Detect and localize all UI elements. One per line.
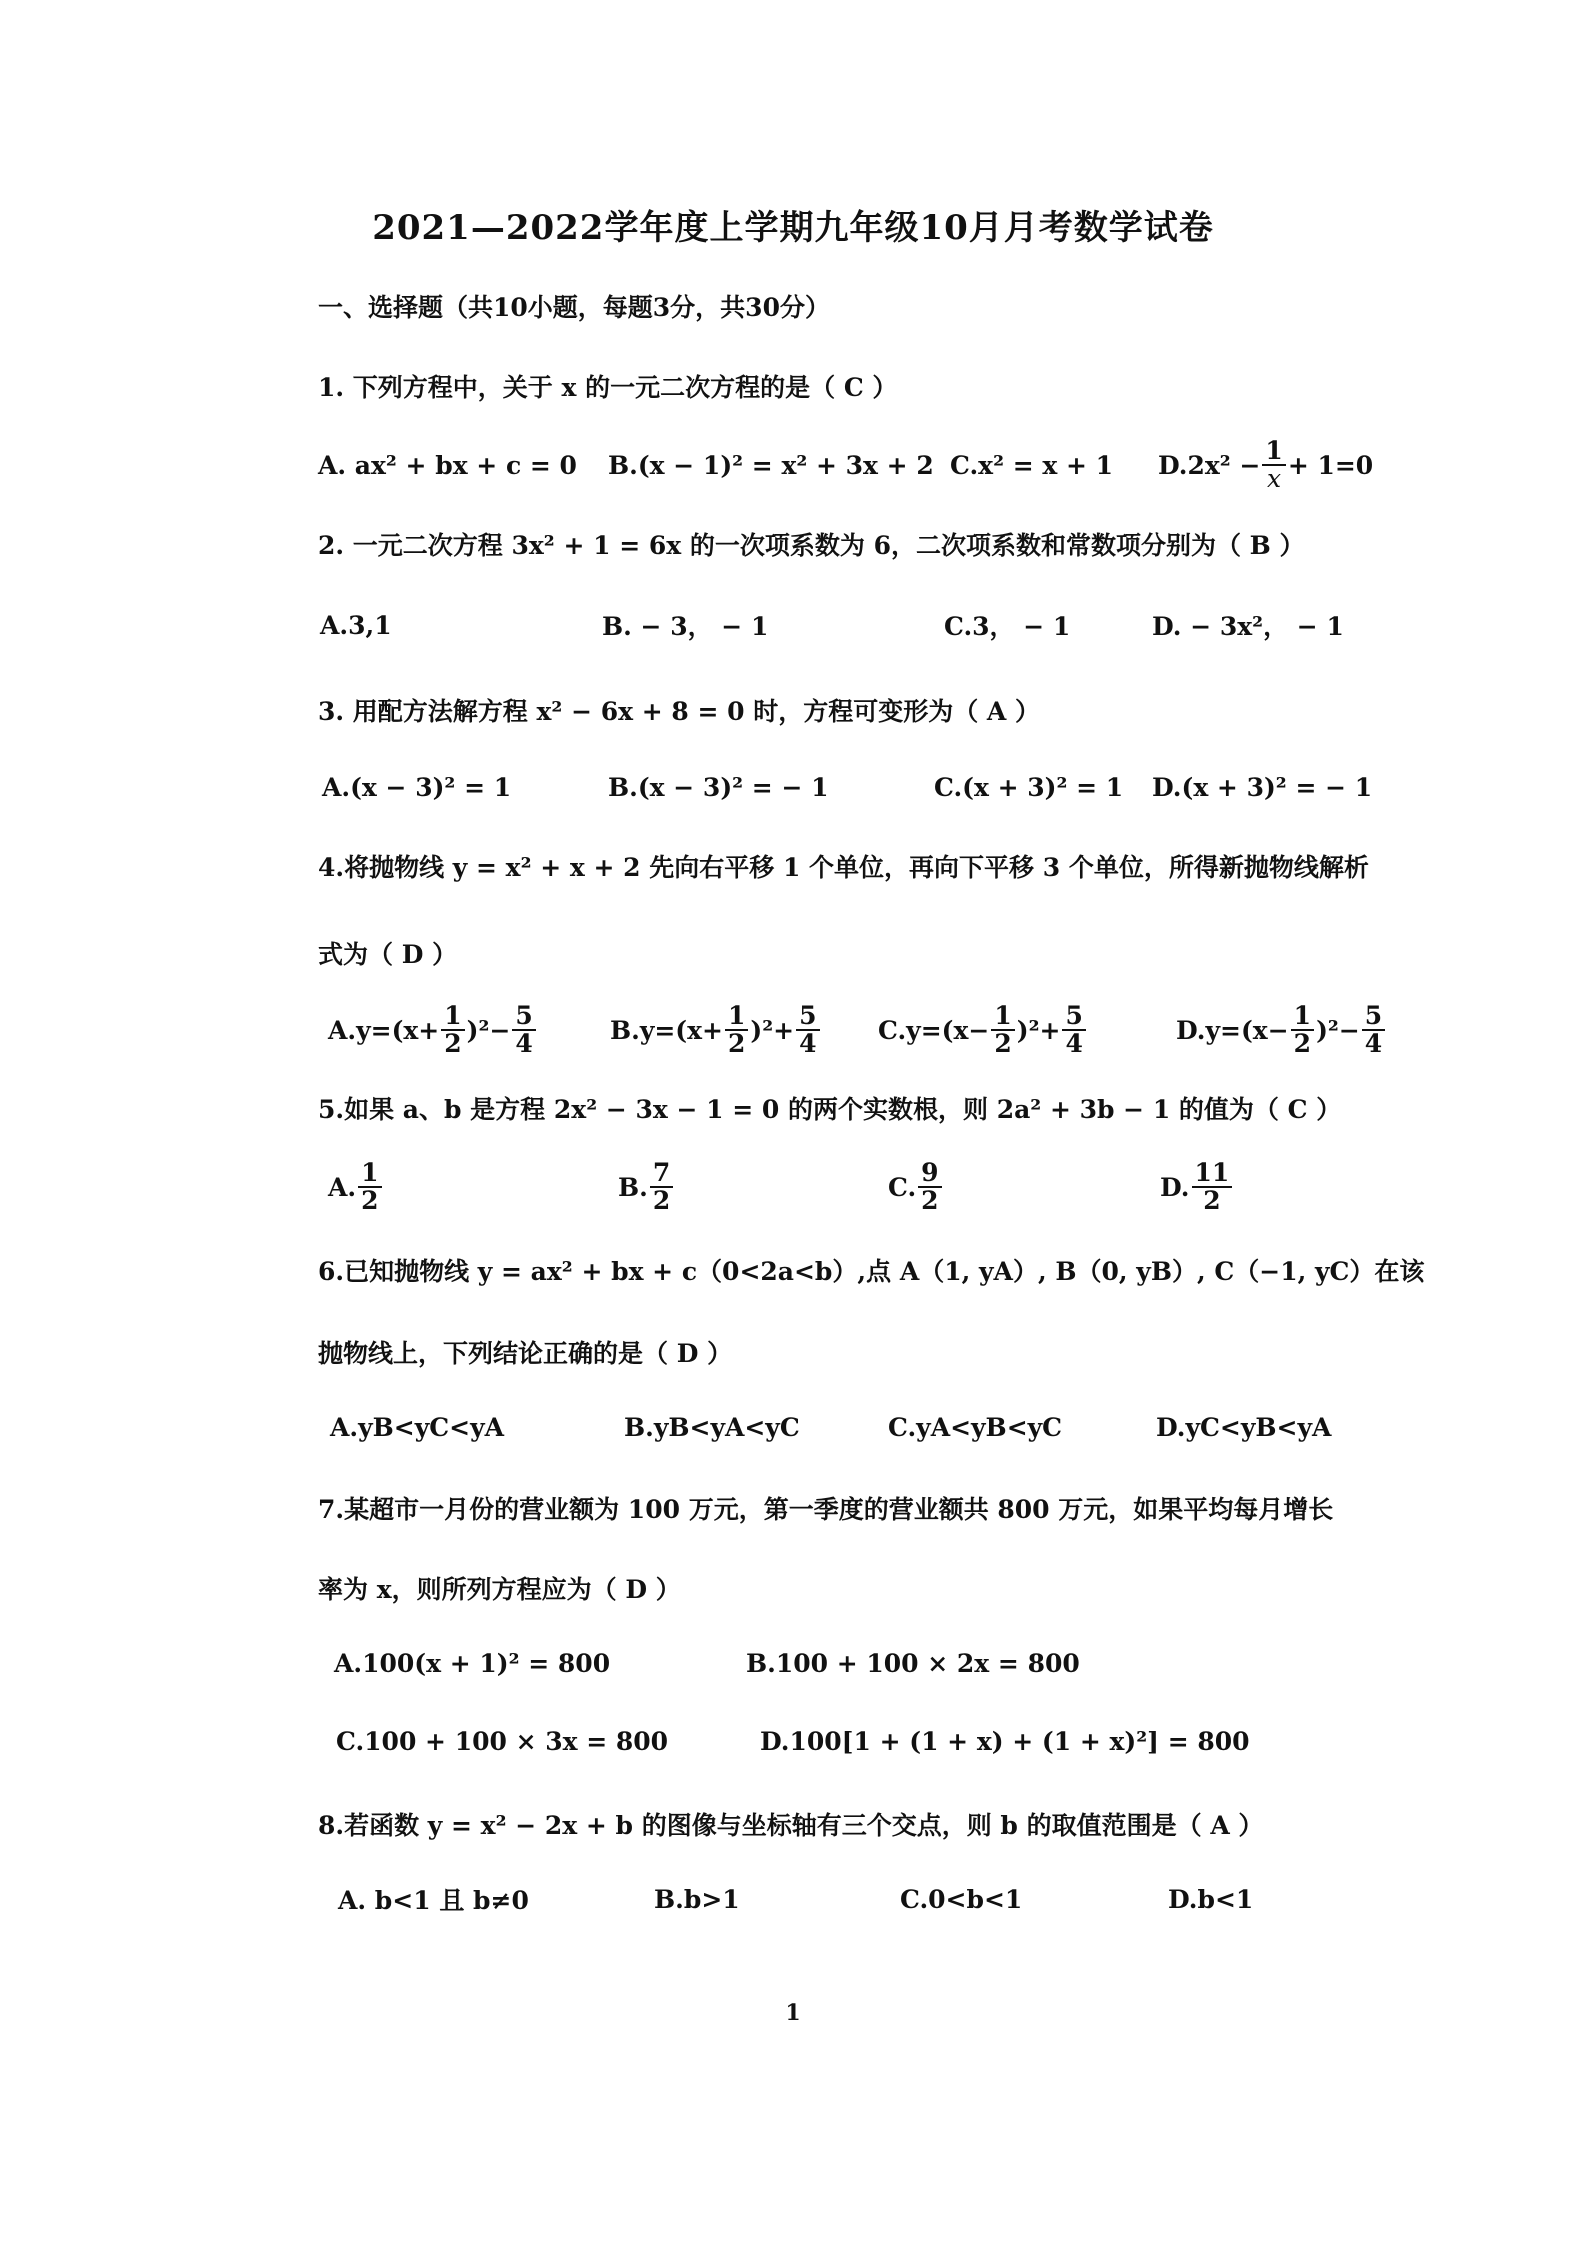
option-c: C.3， − 1	[944, 612, 1071, 641]
question-5-options	[0, 1152, 1586, 1222]
option-b: B.(x − 3)² = − 1	[608, 772, 829, 802]
question-5-stem: 5.如果 a、b 是方程 2x² − 3x − 1 = 0 的两个实数根，则 2a² + 3b − 1 的值为（ C ）	[318, 1095, 1342, 1124]
option-prefix: B.y=(x+	[610, 1015, 723, 1045]
exam-title: 2021—2022学年度上学期九年级10月月考数学试卷	[372, 208, 1214, 248]
numerator: 5	[512, 1003, 535, 1031]
question-1-stem: 1. 下列方程中，关于 x 的一元二次方程的是（ C ）	[318, 373, 898, 402]
question-7-options-row-1	[0, 1628, 1586, 1698]
denominator: 4	[515, 1029, 533, 1058]
fraction-half	[1291, 1000, 1314, 1058]
fraction-constant	[1362, 1000, 1385, 1058]
question-8-options	[0, 1864, 1586, 1934]
question-8-stem: 8.若函数 y = x² − 2x + b 的图像与坐标轴有三个交点，则 b 的取值范围是（ A ）	[318, 1811, 1264, 1840]
question-1-options	[0, 430, 1586, 500]
option-c: C.x² = x + 1	[950, 450, 1114, 480]
denominator: 4	[799, 1029, 817, 1058]
denominator: 2	[921, 1186, 939, 1215]
numerator: 1	[725, 1003, 748, 1031]
option-b: B.(x − 1)² = x² + 3x + 2	[608, 450, 934, 480]
numerator: 5	[1062, 1003, 1085, 1031]
fraction-half	[441, 1000, 464, 1058]
question-7-stem-line-1: 7.某超市一月份的营业额为 100 万元，第一季度的营业额共 800 万元，如果平均每月增长	[318, 1495, 1334, 1524]
denominator: 4	[1364, 1029, 1383, 1058]
numerator: 7	[650, 1160, 673, 1188]
numerator: 1	[358, 1160, 381, 1188]
option-a	[328, 995, 538, 1065]
option-a: A.(x − 3)² = 1	[322, 772, 512, 802]
numerator: 11	[1192, 1160, 1233, 1188]
denominator: 2	[444, 1029, 462, 1058]
numerator: 1	[441, 1003, 464, 1031]
option-middle: )²−	[1316, 1015, 1360, 1045]
option-a: A.100(x + 1)² = 800	[334, 1648, 611, 1678]
question-7-stem-line-2: 率为 x，则所列方程应为（ D ）	[318, 1575, 681, 1604]
option-a: A. ax² + bx + c = 0	[318, 450, 577, 480]
question-7-options-row-2	[0, 1706, 1586, 1776]
option-c: C.(x + 3)² = 1	[934, 772, 1124, 802]
numerator: 1	[1291, 1003, 1314, 1031]
denominator: 2	[728, 1029, 746, 1058]
question-4-stem-line-1: 4.将抛物线 y = x² + x + 2 先向右平移 1 个单位，再向下平移 3 个单位，所得新抛物线解析	[318, 853, 1369, 882]
fraction	[918, 1157, 941, 1215]
numerator: 5	[796, 1003, 819, 1031]
option-middle: )²−	[466, 1015, 511, 1045]
option-d	[1176, 995, 1387, 1065]
denominator: 2	[652, 1186, 671, 1215]
option-b	[618, 1152, 675, 1222]
option-prefix: A.y=(x+	[328, 1015, 440, 1045]
option-prefix: D.y=(x−	[1176, 1015, 1289, 1045]
option-d: D.(x + 3)² = − 1	[1152, 772, 1373, 802]
denominator: 2	[1293, 1029, 1312, 1058]
fraction	[1262, 435, 1285, 493]
option-d	[1160, 1152, 1234, 1222]
option-b: B. − 3， − 1	[602, 612, 769, 641]
option-c	[878, 995, 1088, 1065]
denominator: x	[1267, 464, 1282, 493]
question-6-options	[0, 1392, 1586, 1462]
fraction	[1192, 1157, 1233, 1215]
option-a	[328, 1152, 384, 1222]
option-b: B.b>1	[654, 1884, 740, 1914]
fraction-constant	[512, 1000, 535, 1058]
fraction-constant	[796, 1000, 819, 1058]
denominator: 2	[361, 1186, 379, 1215]
page-number: 1	[785, 2000, 801, 2026]
option-prefix: C.y=(x−	[878, 1015, 990, 1045]
option-middle: )²+	[750, 1015, 795, 1045]
question-2-options	[0, 590, 1586, 660]
denominator: 4	[1065, 1029, 1083, 1058]
option-d-suffix: + 1=0	[1287, 450, 1374, 480]
numerator: 1	[1262, 438, 1285, 466]
option-a: A.3,1	[320, 610, 392, 640]
option-d-prefix: D.2x² −	[1158, 450, 1261, 480]
question-3-stem: 3. 用配方法解方程 x² − 6x + 8 = 0 时，方程可变形为（ A ）	[318, 697, 1041, 726]
question-4-stem-line-2: 式为（ D ）	[318, 940, 458, 969]
fraction-half	[991, 1000, 1014, 1058]
option-prefix: C.	[888, 1172, 917, 1202]
fraction	[650, 1157, 673, 1215]
option-d: D.b<1	[1168, 1884, 1254, 1914]
question-6-stem-line-1: 6.已知抛物线 y = ax² + bx + c（0<2a<b）,点 A（1, yA）, B（0, yB）, C（−1, yC）在该	[318, 1257, 1425, 1286]
option-b: B.100 + 100 × 2x = 800	[746, 1648, 1080, 1678]
numerator: 5	[1362, 1003, 1385, 1031]
option-d: D.yC<yB<yA	[1156, 1412, 1332, 1442]
option-d: D. − 3x²， − 1	[1152, 612, 1344, 641]
section-heading: 一、选择题（共10小题，每题3分，共30分）	[318, 293, 830, 322]
option-prefix: A.	[328, 1172, 357, 1202]
denominator: 2	[994, 1029, 1012, 1058]
question-2-stem: 2. 一元二次方程 3x² + 1 = 6x 的一次项系数为 6，二次项系数和常数项分别为（ B ）	[318, 531, 1305, 560]
option-c: C.100 + 100 × 3x = 800	[336, 1726, 669, 1756]
option-prefix: B.	[618, 1172, 648, 1202]
option-c: C.yA<yB<yC	[888, 1412, 1063, 1442]
numerator: 9	[918, 1160, 941, 1188]
numerator: 1	[991, 1003, 1014, 1031]
question-6-stem-line-2: 抛物线上，下列结论正确的是（ D ）	[318, 1339, 733, 1368]
option-b: B.yB<yA<yC	[624, 1412, 800, 1442]
denominator: 2	[1203, 1186, 1221, 1215]
fraction-constant	[1062, 1000, 1085, 1058]
option-c	[888, 1152, 944, 1222]
option-d: D.100[1 + (1 + x) + (1 + x)²] = 800	[760, 1726, 1250, 1756]
option-a: A.yB<yC<yA	[330, 1412, 504, 1442]
question-3-options	[0, 752, 1586, 822]
question-4-options	[0, 995, 1586, 1065]
option-a: A. b<1 且 b≠0	[338, 1886, 529, 1915]
fraction	[358, 1157, 381, 1215]
option-middle: )²+	[1016, 1015, 1061, 1045]
option-b	[610, 995, 822, 1065]
fraction-half	[725, 1000, 748, 1058]
option-prefix: D.	[1160, 1172, 1190, 1202]
option-c: C.0<b<1	[900, 1884, 1023, 1914]
option-d	[1158, 430, 1373, 500]
